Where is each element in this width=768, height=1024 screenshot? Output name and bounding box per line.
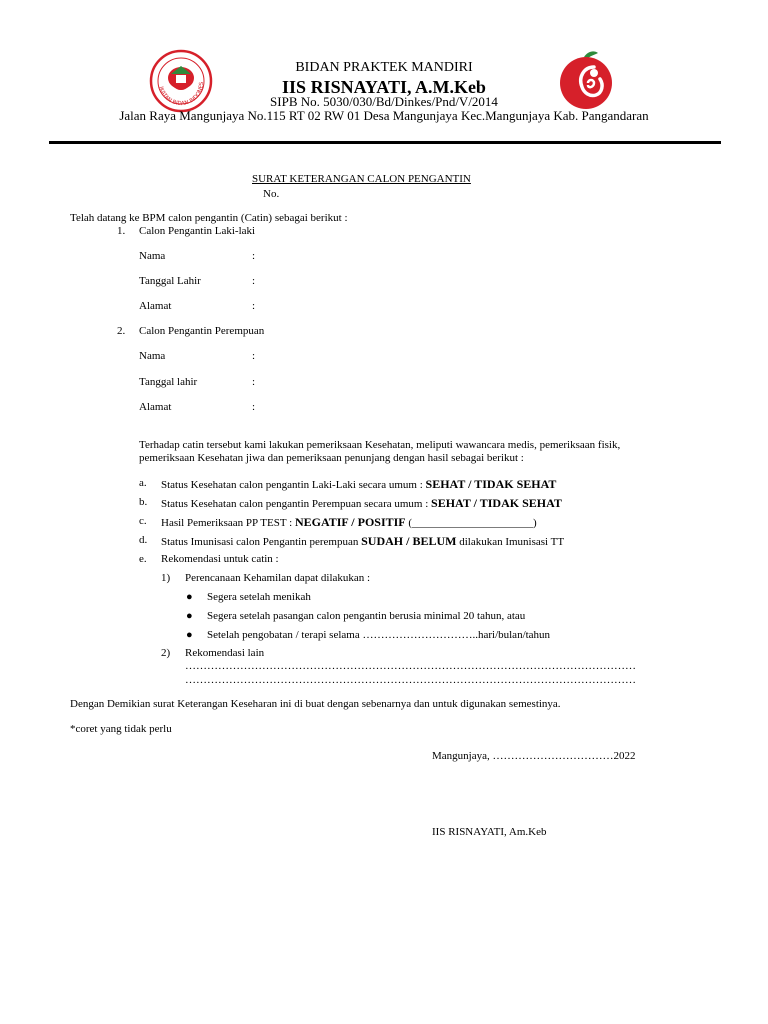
- male-address-colon: :: [252, 300, 256, 312]
- intro-text: Telah datang ke BPM calon pengantin (Catin) sebagai berikut :: [70, 212, 348, 224]
- item-d-text: Status Imunisasi calon Pengantin perempuan: [161, 536, 362, 548]
- female-section-number: 2.: [117, 325, 126, 337]
- document-number-label: No.: [263, 188, 280, 200]
- female-birthdate-colon: :: [252, 376, 256, 388]
- exam-text-line2: pemeriksaan Kesehatan jiwa dan pemeriksaan penunjang dengan hasil sebagai berikut :: [139, 452, 524, 464]
- female-name-label: Nama: [139, 350, 166, 362]
- item-d: [161, 534, 564, 549]
- rec1-mark: 1): [161, 572, 171, 584]
- address: Jalan Raya Mangunjaya No.115 RT 02 RW 01 Desa Mangunjaya Kec.Mangunjaya Kab. Pangandaran: [119, 108, 649, 123]
- closing-text: Dengan Demikian surat Keterangan Keseharan ini di buat dengan sebenarnya dan untuk digunakan semestinya.: [70, 698, 561, 710]
- bullet-icon: ●: [186, 629, 193, 641]
- item-b-text: Status Kesehatan calon pengantin Perempuan secara umum :: [161, 498, 432, 510]
- item-a-text: Status Kesehatan calon pengantin Laki-Laki secara umum :: [161, 479, 426, 491]
- female-birthdate-label: Tanggal lahir: [139, 376, 198, 388]
- male-section-heading: Calon Pengantin Laki-laki: [139, 225, 256, 237]
- rec2-line-1: ……………………………………………………………………………………………………………: [185, 660, 636, 672]
- rec1-bullet-2: Segera setelah pasangan calon pengantin berusia minimal 20 tahun, atau: [207, 610, 526, 622]
- exam-text-line1: Terhadap catin tersebut kami lakukan pemeriksaan Kesehatan, meliputi wawancara medis, pemeriksaan fisik,: [139, 439, 621, 451]
- rec1-text: Perencanaan Kehamilan dapat dilakukan :: [185, 572, 371, 584]
- bullet-icon: ●: [186, 591, 193, 603]
- male-birthdate-label: Tanggal Lahir: [139, 275, 201, 287]
- item-a-options: SEHAT / TIDAK SEHAT: [425, 477, 557, 491]
- item-d-options: SUDAH / BELUM: [361, 534, 457, 548]
- header-divider: [49, 141, 721, 144]
- male-name-colon: :: [252, 250, 256, 262]
- male-address-label: Alamat: [139, 300, 172, 312]
- bullet-icon: ●: [186, 610, 193, 622]
- item-e-text: Rekomendasi untuk catin :: [161, 553, 279, 565]
- strike-note: *coret yang tidak perlu: [70, 723, 172, 735]
- rec2-text: Rekomendasi lain: [185, 647, 265, 659]
- rec1-bullet-1: Segera setelah menikah: [207, 591, 311, 603]
- midwife-name: IIS RISNAYATI, A.M.Keb: [282, 77, 486, 97]
- female-section-heading: Calon Pengantin Perempuan: [139, 325, 265, 337]
- item-b: [161, 496, 562, 511]
- rec1-bullet-3: Setelah pengobatan / terapi selama …………………………..hari/bulan/tahun: [207, 629, 551, 641]
- item-c-options: NEGATIF / POSITIF: [294, 515, 406, 529]
- item-a-mark: a.: [139, 477, 147, 489]
- license-number: SIPB No. 5030/030/Bd/Dinkes/Pnd/V/2014: [270, 94, 498, 109]
- female-address-label: Alamat: [139, 401, 172, 413]
- female-name-colon: :: [252, 350, 256, 362]
- male-birthdate-colon: :: [252, 275, 256, 287]
- place-date: Mangunjaya, ……………………………2022: [432, 750, 636, 762]
- item-b-options: SEHAT / TIDAK SEHAT: [431, 496, 562, 510]
- item-c: [161, 515, 537, 530]
- male-name-label: Nama: [139, 250, 166, 262]
- item-d-tail: dilakukan Imunisasi TT: [456, 536, 565, 548]
- rec2-line-2: ……………………………………………………………………………………………………………: [185, 674, 636, 686]
- item-b-mark: b.: [139, 496, 148, 508]
- signatory-name: IIS RISNAYATI, Am.Keb: [432, 826, 547, 838]
- female-address-colon: :: [252, 401, 256, 413]
- ibi-logo-text: IKATAN BIDAN INDONES: [157, 81, 206, 108]
- item-c-text: Hasil Pemeriksaan PP TEST :: [161, 517, 295, 529]
- item-a: [161, 477, 556, 492]
- item-c-blank: (______________________): [405, 517, 537, 529]
- rec2-mark: 2): [161, 647, 171, 659]
- document-title: SURAT KETERANGAN CALON PENGANTIN: [252, 173, 471, 185]
- item-d-mark: d.: [139, 534, 148, 546]
- org-name: BIDAN PRAKTEK MANDIRI: [295, 60, 473, 75]
- male-section-number: 1.: [117, 225, 126, 237]
- item-e-mark: e.: [139, 553, 147, 565]
- item-c-mark: c.: [139, 515, 147, 527]
